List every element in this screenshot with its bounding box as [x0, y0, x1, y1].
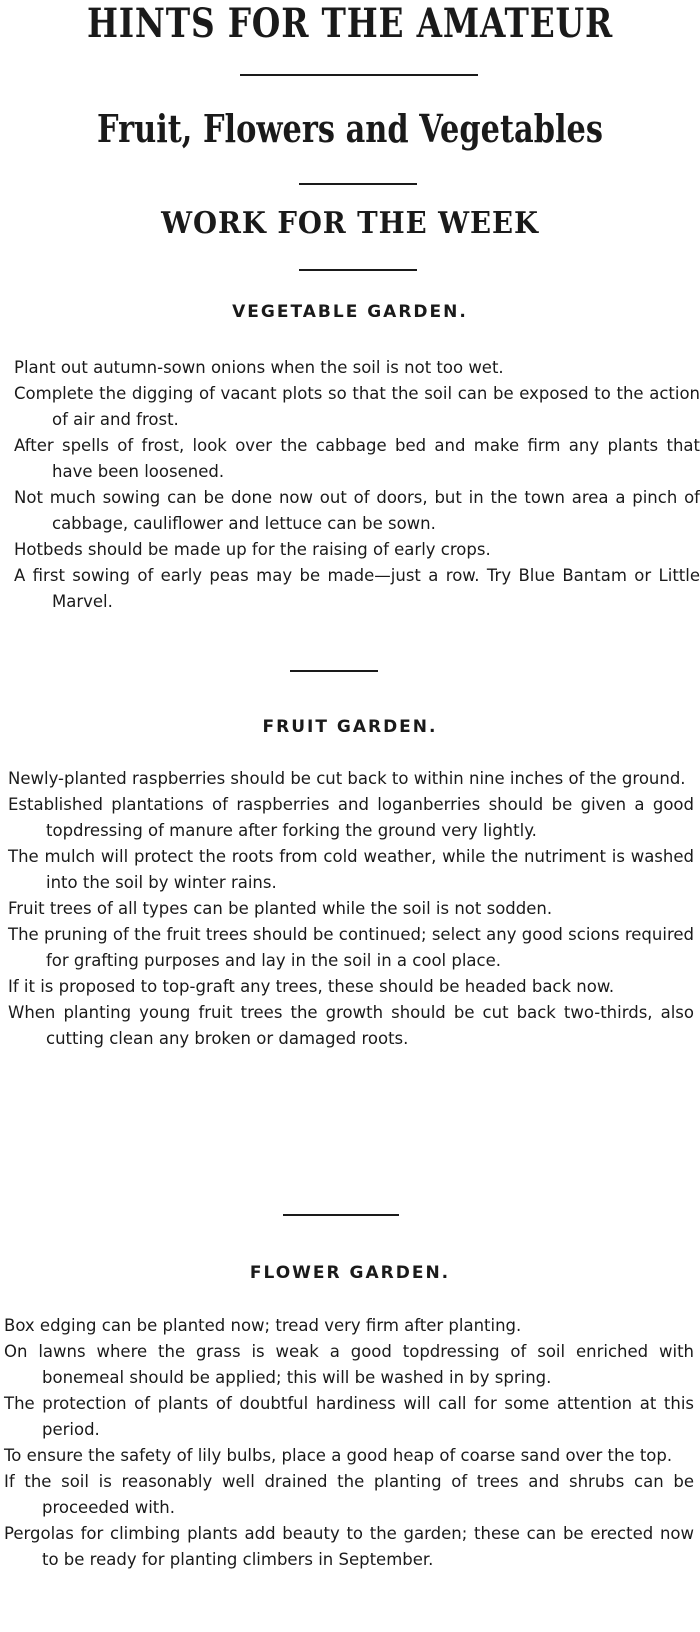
section-divider [283, 1214, 399, 1216]
section-heading-flower: FLOWER GARDEN. [249, 1263, 451, 1283]
list-item: If the soil is reasonably well drained the planting of trees and shrubs can be proceeded with. [4, 1472, 694, 1517]
list-item: Not much sowing can be done now out of doors, but in the town area a pinch of cabbage, cauliflower and lettuce can be sown. [14, 488, 700, 533]
list-item: A first sowing of early peas may be made—just a row. Try Blue Bantam or Little Marvel. [14, 566, 700, 611]
list-item: On lawns where the grass is weak a good topdressing of soil enriched with bonemeal should be applied; this will be washed in by spring. [4, 1342, 694, 1387]
list-item: After spells of frost, look over the cabbage bed and make firm any plants that have been loosened. [14, 436, 700, 481]
list-item: Fruit trees of all types can be planted while the soil is not sodden. [8, 899, 553, 918]
vegetable-list [14, 355, 700, 615]
sub-title: Fruit, Flowers and Vegetables [97, 106, 603, 151]
list-item: If it is proposed to top-graft any trees, these should be headed back now. [8, 977, 615, 996]
list-item: Established plantations of raspberries and loganberries should be given a good topdressing of manure after forking the ground very lightly. [8, 795, 694, 840]
list-item: Pergolas for climbing plants add beauty to the garden; these can be erected now to be ready for planting climbers in September. [4, 1524, 694, 1569]
list-item: Newly-planted raspberries should be cut back to within nine inches of the ground. [8, 769, 686, 788]
list-item: The mulch will protect the roots from cold weather, while the nutriment is washed into the soil by winter rains. [8, 847, 694, 892]
list-item: The protection of plants of doubtful hardiness will call for some attention at this period. [4, 1394, 694, 1439]
section-heading-fruit: FRUIT GARDEN. [262, 717, 438, 737]
title-divider [240, 74, 478, 76]
list-item: Complete the digging of vacant plots so that the soil can be exposed to the action of air and frost. [14, 384, 700, 429]
subtitle-divider [299, 183, 417, 185]
list-item: Box edging can be planted now; tread very firm after planting. [4, 1316, 522, 1335]
main-title: HINTS FOR THE AMATEUR [86, 0, 614, 47]
list-item: The pruning of the fruit trees should be continued; select any good scions required for grafting purposes and lay in the soil in a cool place. [8, 925, 694, 970]
list-item: Hotbeds should be made up for the raising of early crops. [14, 540, 491, 559]
section-heading-vegetable: VEGETABLE GARDEN. [232, 302, 468, 322]
week-title: WORK FOR THE WEEK [161, 206, 539, 241]
section-divider [290, 670, 378, 672]
list-item: To ensure the safety of lily bulbs, place a good heap of coarse sand over the top. [4, 1446, 673, 1465]
week-divider [299, 269, 417, 271]
fruit-list [8, 766, 694, 1052]
flower-list [4, 1313, 694, 1573]
list-item: When planting young fruit trees the growth should be cut back two-thirds, also cutting clean any broken or damaged roots. [8, 1003, 694, 1048]
list-item: Plant out autumn-sown onions when the soil is not too wet. [14, 358, 504, 377]
